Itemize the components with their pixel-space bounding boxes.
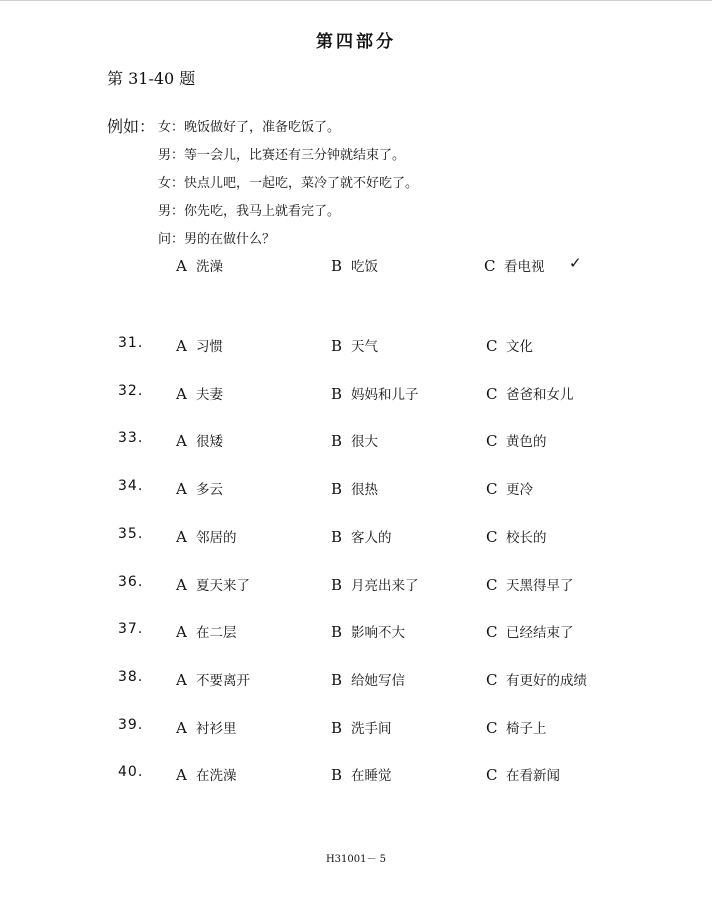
option-text: 在睡觉 (351, 768, 392, 784)
check-mark-icon: ✓ (569, 254, 582, 272)
question-number: 38. (118, 669, 144, 685)
option-text: 衬衫里 (196, 721, 237, 737)
option-text: 邻居的 (196, 530, 237, 546)
example-line: 男：你先吃，我马上就看完了。 (158, 204, 341, 219)
option-text: 很大 (351, 434, 378, 450)
option-b (331, 574, 419, 594)
option-c (486, 335, 533, 355)
option-c (486, 669, 587, 689)
option-letter: A (176, 385, 187, 403)
option-text: 多云 (196, 482, 223, 498)
question-number: 32. (118, 383, 144, 399)
option-letter: A (176, 337, 187, 355)
example-line: 问：男的在做什么？ (158, 232, 276, 247)
option-text: 黄色的 (506, 434, 547, 450)
option-text: 天黑得早了 (506, 578, 574, 594)
option-text: 天气 (351, 339, 378, 355)
option-text: 更冷 (506, 482, 533, 498)
option-text: 很矮 (196, 434, 223, 450)
option-letter: A (176, 623, 187, 641)
option-text: 文化 (506, 339, 533, 355)
option-letter: C (486, 576, 498, 594)
option-text: 在看新闻 (506, 768, 560, 784)
option-letter: B (331, 766, 343, 784)
option-letter: C (486, 671, 498, 689)
question-number: 40. (118, 764, 144, 780)
option-letter: C (486, 623, 498, 641)
option-b (331, 430, 378, 450)
option-text: 很热 (351, 482, 378, 498)
option-letter: B (331, 576, 343, 594)
option-c (486, 574, 574, 594)
question-number: 33. (118, 430, 144, 446)
example-option-c (484, 255, 545, 275)
option-a (176, 335, 223, 355)
option-b (331, 478, 378, 498)
option-text: 在洗澡 (196, 768, 237, 784)
option-a (176, 764, 237, 784)
option-c (486, 526, 547, 546)
option-letter: C (486, 337, 498, 355)
option-letter: B (331, 719, 343, 737)
question-number: 34. (118, 478, 144, 494)
option-text: 洗手间 (351, 721, 392, 737)
option-letter: C (484, 257, 496, 275)
option-text: 洗澡 (196, 259, 223, 275)
option-text: 椅子上 (506, 721, 547, 737)
option-letter: A (176, 480, 187, 498)
option-c (486, 621, 574, 641)
option-letter: C (486, 528, 498, 546)
option-text: 给她写信 (351, 673, 405, 689)
example-line: 男：等一会儿，比赛还有三分钟就结束了。 (158, 148, 406, 163)
page-footer: H31001－ 5 (325, 854, 387, 865)
option-c (486, 430, 547, 450)
option-text: 校长的 (506, 530, 547, 546)
option-text: 习惯 (196, 339, 223, 355)
option-text: 夫妻 (196, 387, 223, 403)
top-rule (0, 0, 712, 1)
option-letter: B (331, 528, 343, 546)
option-c (486, 764, 560, 784)
option-letter: A (176, 671, 187, 689)
option-b (331, 621, 405, 641)
option-c (486, 478, 533, 498)
option-letter: B (331, 480, 343, 498)
option-letter: C (486, 766, 498, 784)
option-text: 夏天来了 (196, 578, 250, 594)
question-number: 31. (118, 335, 144, 351)
option-text: 看电视 (504, 259, 545, 275)
option-letter: B (331, 385, 343, 403)
question-number: 35. (118, 526, 144, 542)
section-subtitle: 第 31-40 题 (107, 69, 196, 88)
option-text: 爸爸和女儿 (506, 387, 574, 403)
option-a (176, 574, 250, 594)
option-text: 月亮出来了 (351, 578, 419, 594)
option-letter: C (486, 719, 498, 737)
example-label: 例如： (107, 117, 156, 136)
option-text: 有更好的成绩 (506, 673, 587, 689)
option-b (331, 764, 392, 784)
option-text: 不要离开 (196, 673, 250, 689)
example-line: 女：晚饭做好了，准备吃饭了。 (158, 120, 341, 135)
option-a (176, 430, 223, 450)
option-c (486, 717, 547, 737)
option-a (176, 526, 237, 546)
option-letter: A (176, 766, 187, 784)
option-b (331, 526, 392, 546)
question-number: 37. (118, 621, 144, 637)
option-letter: B (331, 623, 343, 641)
option-b (331, 717, 392, 737)
option-a (176, 717, 237, 737)
option-letter: C (486, 385, 498, 403)
page-title: 第四部分 (316, 32, 396, 52)
option-a (176, 621, 237, 641)
option-a (176, 669, 250, 689)
option-text: 客人的 (351, 530, 392, 546)
option-letter: A (176, 257, 187, 275)
option-letter: B (331, 432, 343, 450)
option-letter: A (176, 576, 187, 594)
option-letter: C (486, 480, 498, 498)
option-c (486, 383, 574, 403)
option-letter: B (331, 671, 343, 689)
option-letter: A (176, 719, 187, 737)
option-b (331, 669, 405, 689)
example-option-b (331, 255, 378, 275)
question-number: 36. (118, 574, 144, 590)
option-text: 已经结束了 (506, 625, 574, 641)
option-text: 吃饭 (351, 259, 378, 275)
option-b (331, 335, 378, 355)
option-letter: B (331, 337, 343, 355)
question-number: 39. (118, 717, 144, 733)
option-text: 在二层 (196, 625, 237, 641)
option-a (176, 383, 223, 403)
option-b (331, 383, 419, 403)
option-letter: A (176, 432, 187, 450)
option-text: 妈妈和儿子 (351, 387, 419, 403)
option-letter: C (486, 432, 498, 450)
option-letter: B (331, 257, 343, 275)
example-option-a (176, 255, 223, 275)
example-line: 女：快点儿吧，一起吃，菜冷了就不好吃了。 (158, 176, 419, 191)
option-letter: A (176, 528, 187, 546)
option-a (176, 478, 223, 498)
option-text: 影响不大 (351, 625, 405, 641)
